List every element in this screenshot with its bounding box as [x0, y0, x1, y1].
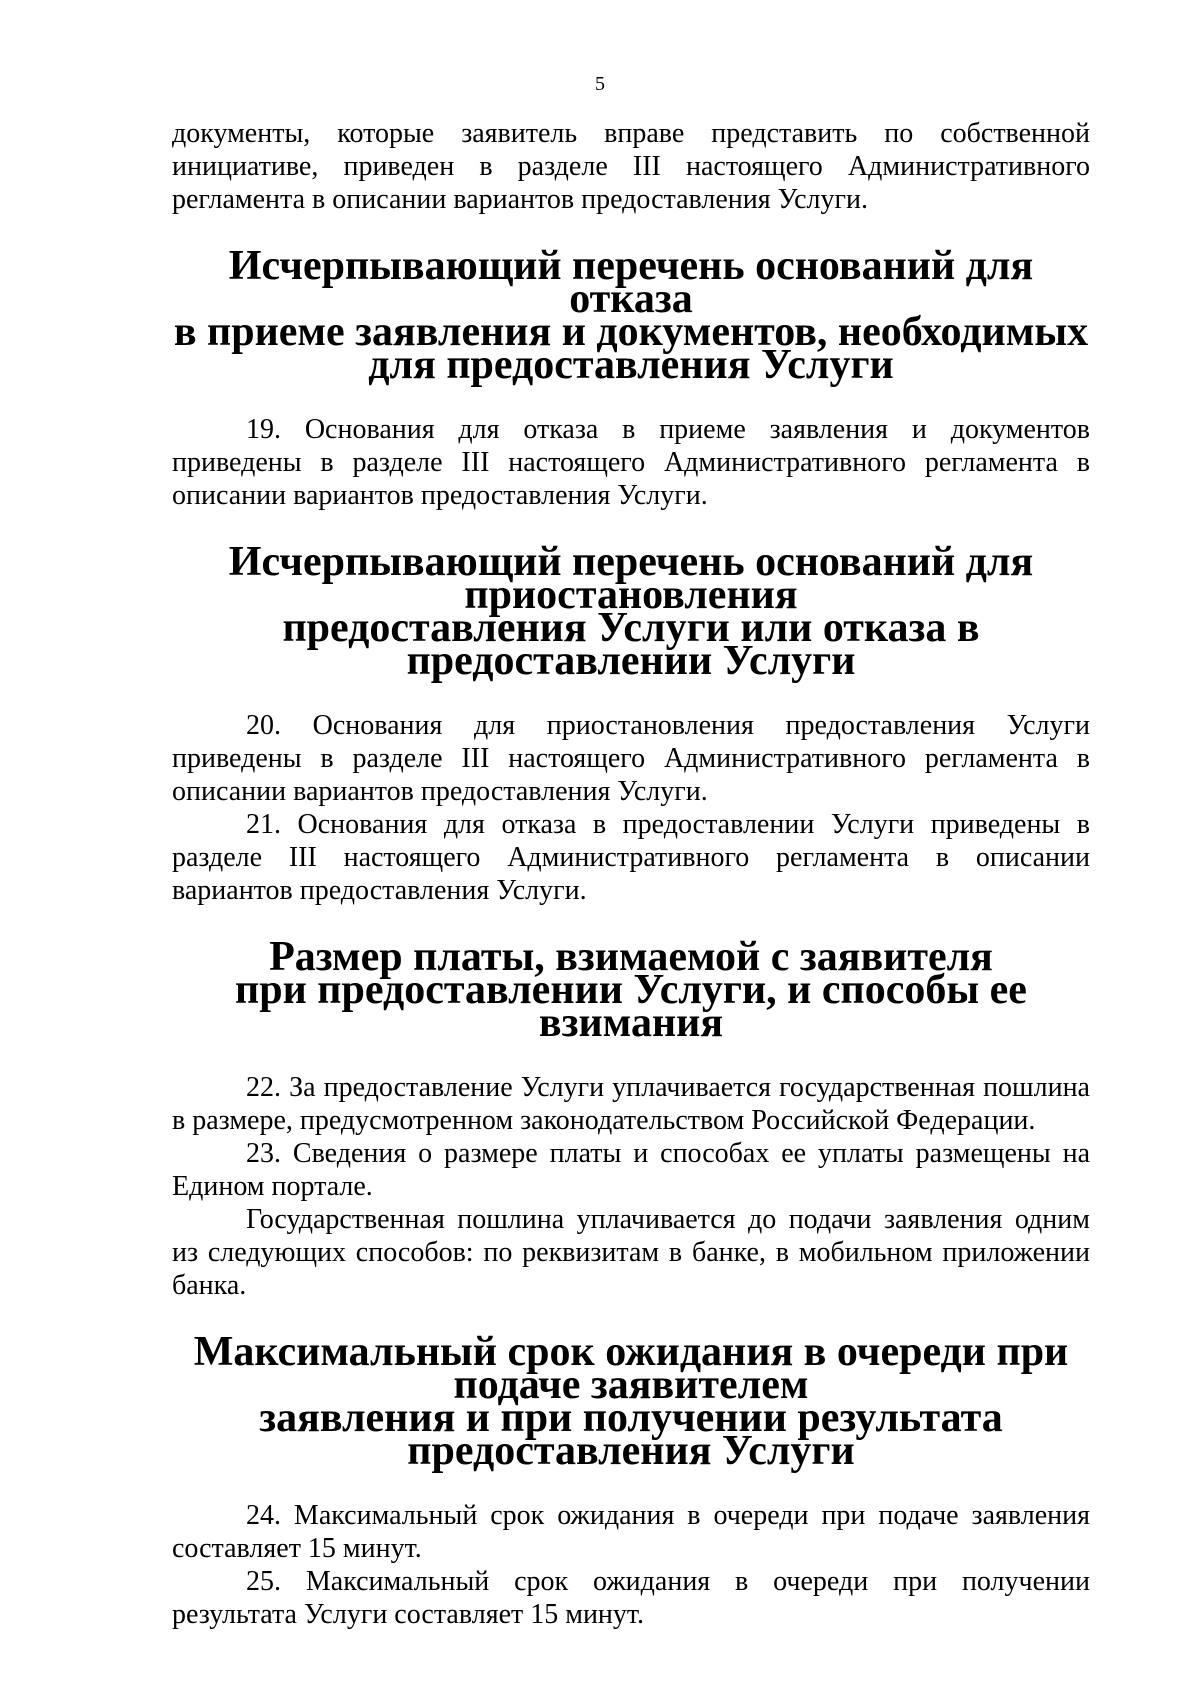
section-heading-refusal-acceptance	[172, 243, 1090, 388]
section-heading-suspension-refusal	[172, 539, 1090, 684]
heading-line: Размер платы, взимаемой с заявителя	[269, 934, 993, 980]
paragraph-fee-payment: Государственная пошлина уплачивается до подачи заявления одним из следующих способов: по реквизитам в банке, в мобильном приложении банка.	[172, 1204, 1090, 1301]
paragraph-23: 23. Сведения о размере платы и способах ее уплаты размещены на Едином портале.	[172, 1138, 1090, 1202]
document-body	[172, 117, 1090, 1631]
heading-line: при предоставлении Услуги, и способы ее взимания	[235, 967, 1027, 1046]
heading-line: предоставления Услуги или отказа в предоставлении Услуги	[282, 605, 980, 684]
section-heading-fee	[172, 934, 1090, 1046]
intro-paragraph: документы, которые заявитель вправе представить по собственной инициативе, приведен в разделе III настоящего Административного регламента в описании вариантов предоставления Услуги.	[172, 118, 1090, 215]
paragraph-21: 21. Основания для отказа в предоставлении Услуги приведены в разделе III настоящего Административного регламента в описании вариантов предоставления Услуги.	[172, 809, 1090, 906]
paragraph-25: 25. Максимальный срок ожидания в очереди при получении результата Услуги составляет 15 минут.	[172, 1566, 1090, 1630]
paragraph-20: 20. Основания для приостановления предоставления Услуги приведены в разделе III настоящего Административного регламента в описании вариантов предоставления Услуги.	[172, 710, 1090, 807]
page-number: 5	[595, 73, 605, 95]
paragraph-24: 24. Максимальный срок ожидания в очереди при подаче заявления составляет 15 минут.	[172, 1500, 1090, 1564]
heading-line: заявления и при получении результата предоставления Услуги	[259, 1395, 1003, 1474]
heading-line: Исчерпывающий перечень оснований для отказа	[228, 243, 1034, 322]
heading-line: Максимальный срок ожидания в очереди при подаче заявителем	[193, 1329, 1069, 1408]
section-heading-queue-time	[172, 1329, 1090, 1474]
paragraph-19: 19. Основания для отказа в приеме заявления и документов приведены в разделе III настоящего Административного регламента в описании вариантов предоставления Услуги.	[172, 414, 1090, 511]
heading-line: Исчерпывающий перечень оснований для приостановления	[228, 539, 1034, 618]
heading-line: в приеме заявления и документов, необходимых для предоставления Услуги	[173, 309, 1089, 388]
paragraph-22: 22. За предоставление Услуги уплачивается государственная пошлина в размере, предусмотренном законодательством Российской Федерации.	[172, 1072, 1090, 1136]
